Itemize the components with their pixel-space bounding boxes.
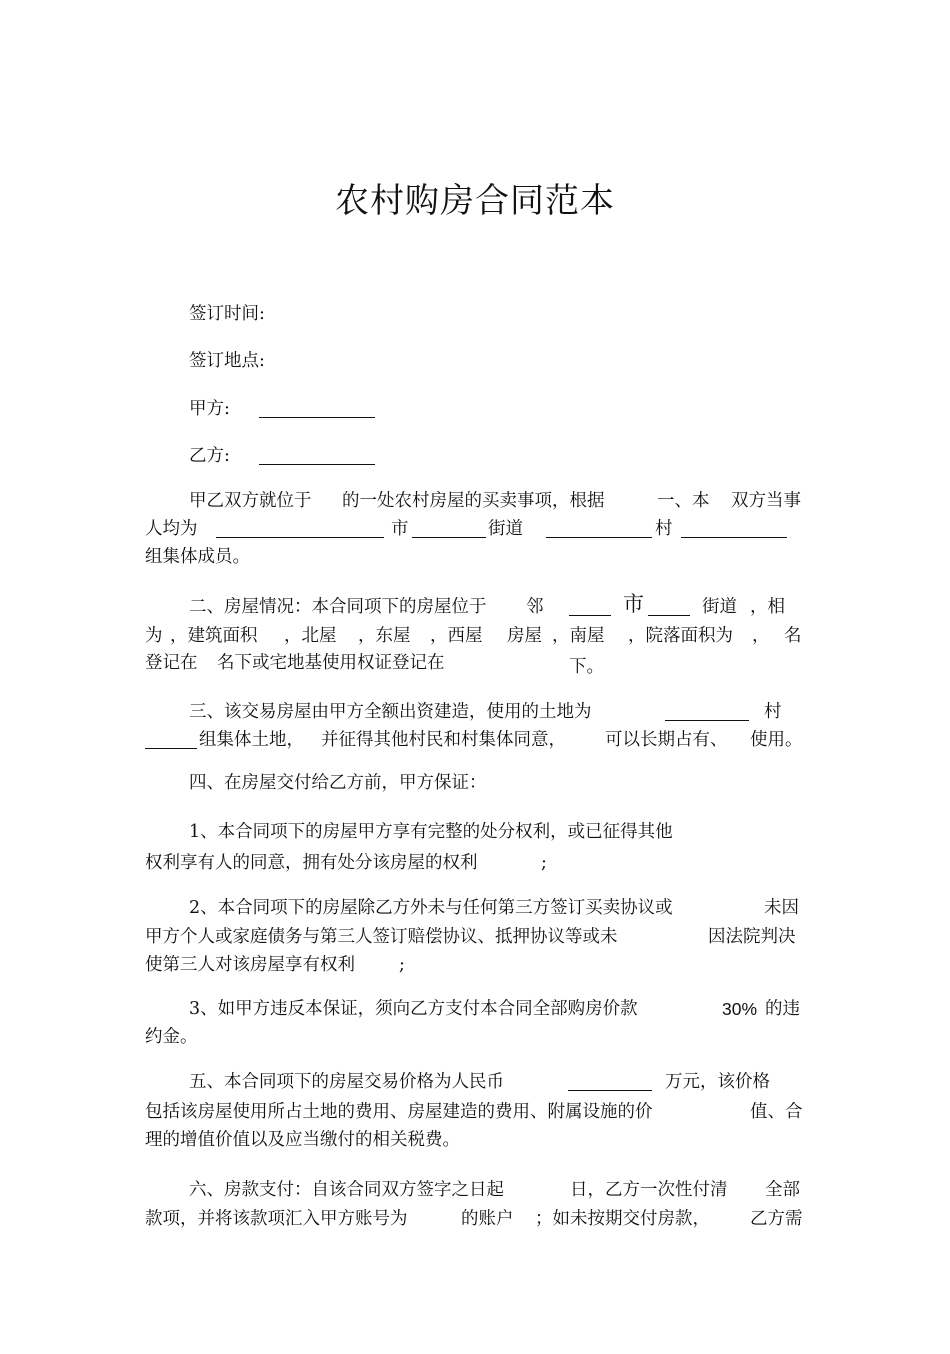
p3-line2-d: 使用。 [750, 730, 803, 750]
p2-line2-a: 为 [145, 626, 163, 646]
p1-line1-b: 的一处农村房屋的买卖事项，根据 [342, 491, 605, 511]
p2-line2-c: ，北屋 [284, 626, 337, 646]
p3-blank-2 [145, 730, 197, 749]
p3-blank-1 [665, 702, 749, 721]
p9-line1-c: 全部 [765, 1180, 800, 1200]
p1-line2-c: 街道 [488, 519, 523, 539]
p5-line2-a: 权利享有人的同意，拥有处分该房屋的权利 [145, 853, 478, 873]
p1-line2-d: 村 [655, 519, 673, 539]
sign-time-label: 签订时间: [189, 304, 265, 324]
p2-line1-a: 二、房屋情况：本合同项下的房屋位于 [189, 597, 487, 617]
p9-line1-b: 日，乙方一次性付清 [570, 1180, 728, 1200]
p1-line3: 组集体成员。 [145, 547, 250, 567]
p3-line1-b: 村 [764, 702, 782, 722]
p2-line3-b: 名下或宅地基使用权证登记在 [217, 653, 445, 673]
p2-line1-d: 街道 [702, 597, 737, 617]
p2-line2-d: ，东屋 [358, 626, 411, 646]
p2-line2-i: ， [752, 626, 770, 646]
p2-line3-c: 下。 [569, 657, 604, 677]
p2-line2-e: ，西屋 [430, 626, 483, 646]
p5-line2-b: ; [541, 853, 547, 873]
p1-line1-c: 一、本 [657, 491, 710, 511]
p3-line1-a: 三、该交易房屋由甲方全额出资建造，使用的土地为 [189, 702, 592, 722]
p7-line1-a: 3、如甲方违反本保证，须向乙方支付本合同全部购房价款 [189, 999, 638, 1019]
p1-line2-a: 人均为 [145, 519, 198, 539]
p2-line1-c: 市 [623, 592, 644, 616]
party-a-blank [259, 399, 375, 418]
p8-line2-b: 值、合 [750, 1102, 803, 1122]
p1-line2-b: 市 [391, 519, 409, 539]
p1-blank-2 [412, 519, 486, 538]
p2-blank-1 [569, 597, 611, 616]
p1-blank-4 [681, 519, 787, 538]
p8-line3: 理的增值价值以及应当缴付的相关税费。 [145, 1130, 460, 1150]
p8-line1-a: 五、本合同项下的房屋交易价格为人民币 [189, 1072, 504, 1092]
p7-line2: 约金。 [145, 1027, 198, 1047]
p2-line3-a: 登记在 [145, 653, 198, 673]
document-title: 农村购房合同范本 [335, 181, 615, 221]
p5-line1: 1、本合同项下的房屋甲方享有完整的处分权利，或已征得其他 [189, 822, 673, 842]
p7-line1-b: 30% [722, 999, 758, 1019]
p2-line2-h: ，院落面积为 [628, 626, 733, 646]
p9-line2-c: ；如未按期交付房款， [535, 1209, 710, 1229]
p6-line2-a: 甲方个人或家庭债务与第三人签订赔偿协议、抵押协议等或未 [145, 927, 618, 947]
p6-line1-b: 未因 [764, 898, 799, 918]
p9-line2-a: 款项，并将该款项汇入甲方账号为 [145, 1209, 408, 1229]
p2-line1-b: 邻 [526, 597, 544, 617]
p6-line3-a: 使第三人对该房屋享有权利 [145, 955, 355, 975]
p8-line2-a: 包括该房屋使用所占土地的费用、房屋建造的费用、附属设施的价 [145, 1102, 653, 1122]
p2-line2-b: ，建筑面积 [170, 626, 258, 646]
p1-blank-1 [216, 519, 384, 538]
p8-line1-b: 万元，该价格 [665, 1072, 770, 1092]
party-b-label: 乙方: [189, 446, 230, 466]
p2-blank-2 [648, 597, 690, 616]
p9-line2-b: 的账户 [461, 1209, 514, 1229]
party-b-blank [259, 446, 375, 465]
p9-line1-a: 六、房款支付：自该合同双方签字之日起 [189, 1180, 504, 1200]
p6-line2-b: 因法院判决 [708, 927, 796, 947]
p1-line1-a: 甲乙双方就位于 [189, 491, 312, 511]
p9-line2-d: 乙方需 [750, 1209, 803, 1229]
p1-blank-3 [546, 519, 652, 538]
p1-line1-d: 双方当事 [731, 491, 801, 511]
p8-blank-1 [568, 1072, 652, 1091]
p6-line3-b: ; [399, 955, 405, 975]
sign-place-label: 签订地点: [189, 351, 265, 371]
p4-line1: 四、在房屋交付给乙方前，甲方保证： [189, 773, 487, 793]
p7-line1-c: 的违 [765, 999, 800, 1019]
p2-line2-f: 房屋 [507, 626, 542, 646]
party-a-label: 甲方: [189, 399, 230, 419]
p2-line1-e: ，相 [750, 597, 785, 617]
p3-line2-b: 并征得其他村民和村集体同意， [321, 730, 566, 750]
p6-line1-a: 2、本合同项下的房屋除乙方外未与任何第三方签订买卖协议或 [189, 898, 673, 918]
p3-line2-c: 可以长期占有、 [605, 730, 728, 750]
p2-line2-g: ，南屋 [552, 626, 605, 646]
p2-line2-j: 名 [784, 626, 802, 646]
p3-line2-a: 组集体土地， [199, 730, 304, 750]
